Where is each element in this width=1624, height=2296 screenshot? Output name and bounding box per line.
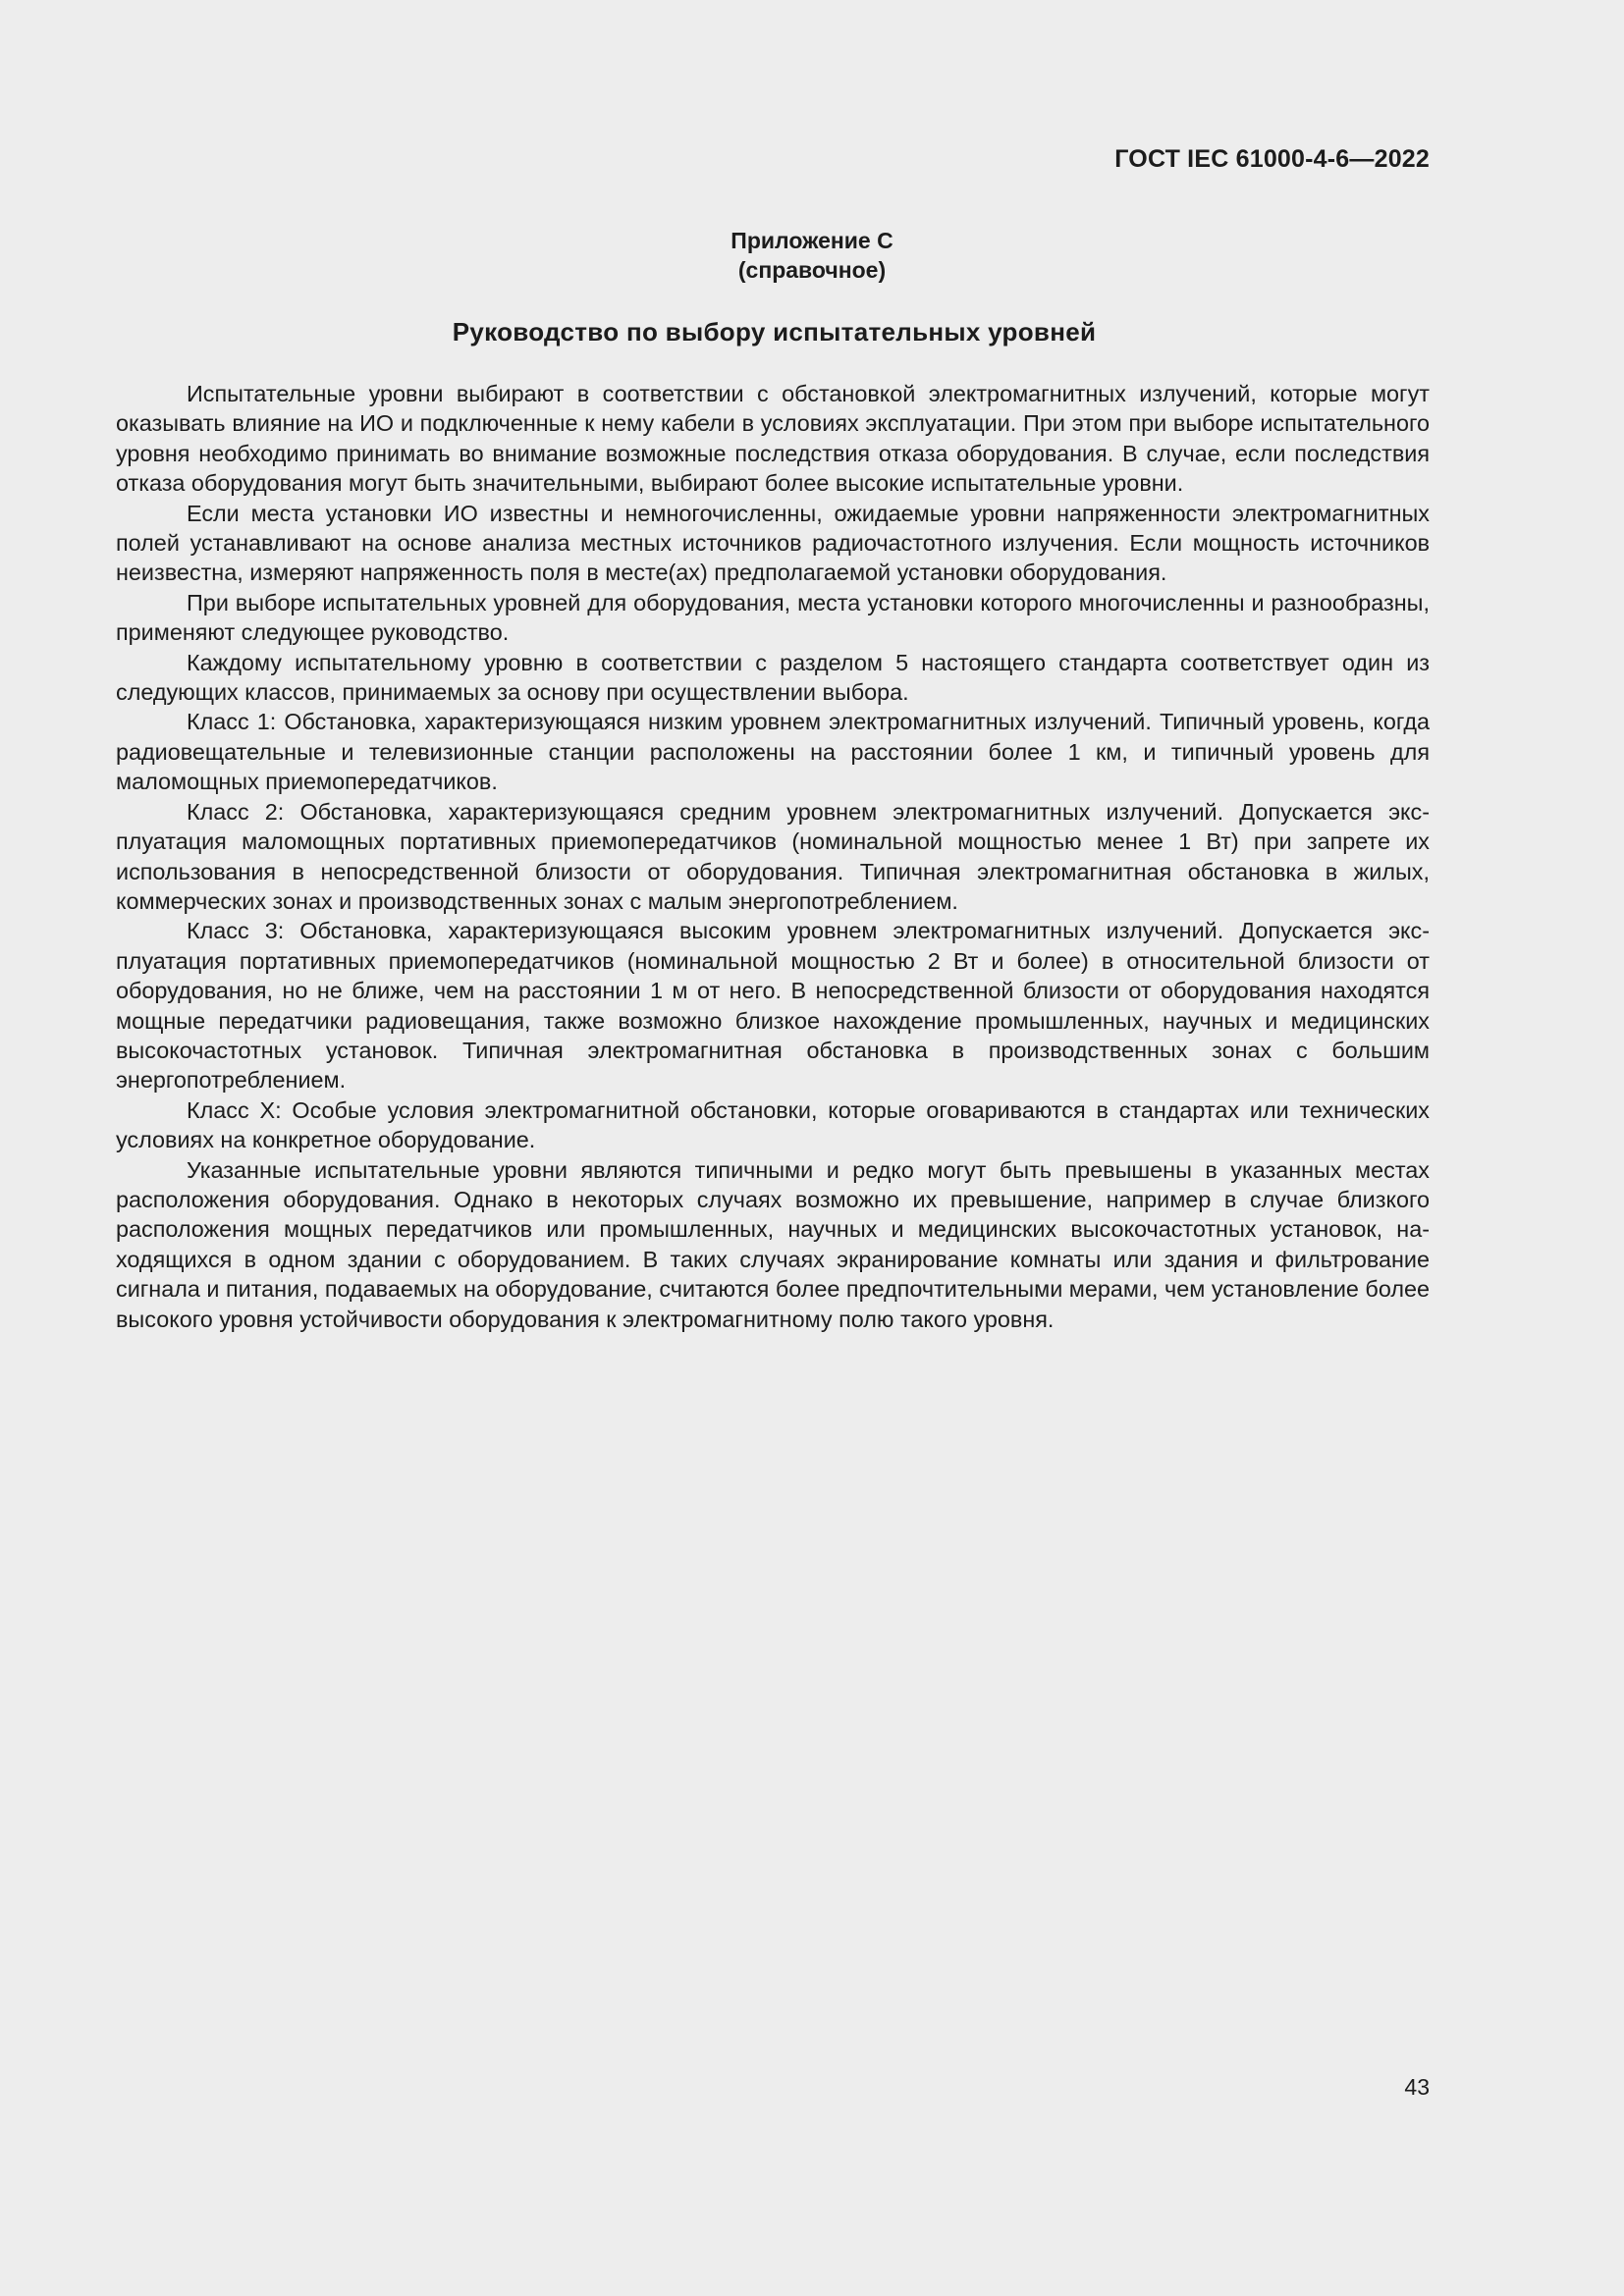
- paragraph: Каждому испытательному уровню в соответствии с разделом 5 настоящего стандарта соответствует один из следующих классов, принимаемых за основу при осуществлении выбора.: [116, 649, 1430, 706]
- annex-title: Приложение С: [731, 228, 893, 253]
- paragraph-class-1: Класс 1: Обстановка, характеризующаяся низким уровнем электромагнитных излучений. Типичный уровень, когда радиовещательные и телевизионные станции расположены на расстоянии более 1 км, и типичный уровень для маломощных приемопередатчиков.: [116, 709, 1430, 795]
- paragraph-class-2: Класс 2: Обстановка, характеризующаяся средним уровнем электромагнитных излучений. Допускается эксплуатация маломощных портативных приемопередатчиков (номинальной мощностью менее 1 Вт) при запрете их использования в непосредственной близости от оборудования. Типичная электромагнитная обстановка в жилых, коммерческих зонах и производственных зонах с малым энергопотреблением.: [116, 798, 1430, 914]
- paragraph-class-x: Класс X: Особые условия электромагнитной обстановки, которые оговариваются в стандартах или технических условиях на конкретное оборудование.: [116, 1096, 1430, 1153]
- body-text: [116, 379, 1430, 1334]
- document-code-header: ГОСТ IEC 61000-4-6—2022: [1114, 145, 1430, 173]
- annex-heading: [0, 226, 1624, 285]
- paragraph: При выборе испытательных уровней для оборудования, места установки которого многочисленны и разнообразны, применяют следующее руководство.: [116, 589, 1430, 646]
- annex-subtitle: (справочное): [737, 257, 887, 283]
- paragraph: Указанные испытательные уровни являются типичными и редко могут быть превышены в указанных местах расположения оборудования. Однако в некоторых случаях возможно их превышение, например в случае близкого расположения мощных передатчиков или промышленных, научных и медицинских высокочастотных установок, находящихся в одном здании с оборудованием. В таких случаях экранирование комнаты или здания и фильтрование сигнала и питания, подаваемых на оборудование, считаются более предпочтительными мерами, чем установление более высокого уровня устойчивости оборудования к электромагнитному полю такого уровня.: [116, 1156, 1430, 1332]
- paragraph: Испытательные уровни выбирают в соответствии с обстановкой электромагнитных излучений, которые могут оказывать влияние на ИО и подключенные к нему кабели в условиях эксплуатации. При этом при выборе испытательного уровня необходимо принимать во внимание возможные последствия отказа оборудования. В случае, если последствия отказа оборудования могут быть значительными, выбирают более высокие испытательные уровни.: [116, 381, 1430, 497]
- page-number: 43: [1404, 2074, 1430, 2100]
- section-title: Руководство по выбору испытательных уровней: [452, 317, 1097, 347]
- paragraph: Если места установки ИО известны и немногочисленны, ожидаемые уровни напряженности электромагнитных полей устанавливают на основе анализа местных источников радиочастотного излучения. Если мощность источников неизвестна, измеряют напряженность поля в месте(ах) предполагаемой установки оборудования.: [116, 500, 1430, 586]
- paragraph-class-3: Класс 3: Обстановка, характеризующаяся высоким уровнем электромагнитных излучений. Допускается эксплуатация портативных приемопередатчиков (номинальной мощностью 2 Вт и более) в относительной близости от оборудования, но не ближе, чем на расстоянии 1 м от него. В непосредственной близости от оборудования находятся мощные передатчики радиовещания, также возможно близкое нахождение промышленных, научных и медицинских высокочастотных установок. Типичная электромагнитная обстановка в производственных зонах с большим энергопотреблением.: [116, 918, 1430, 1094]
